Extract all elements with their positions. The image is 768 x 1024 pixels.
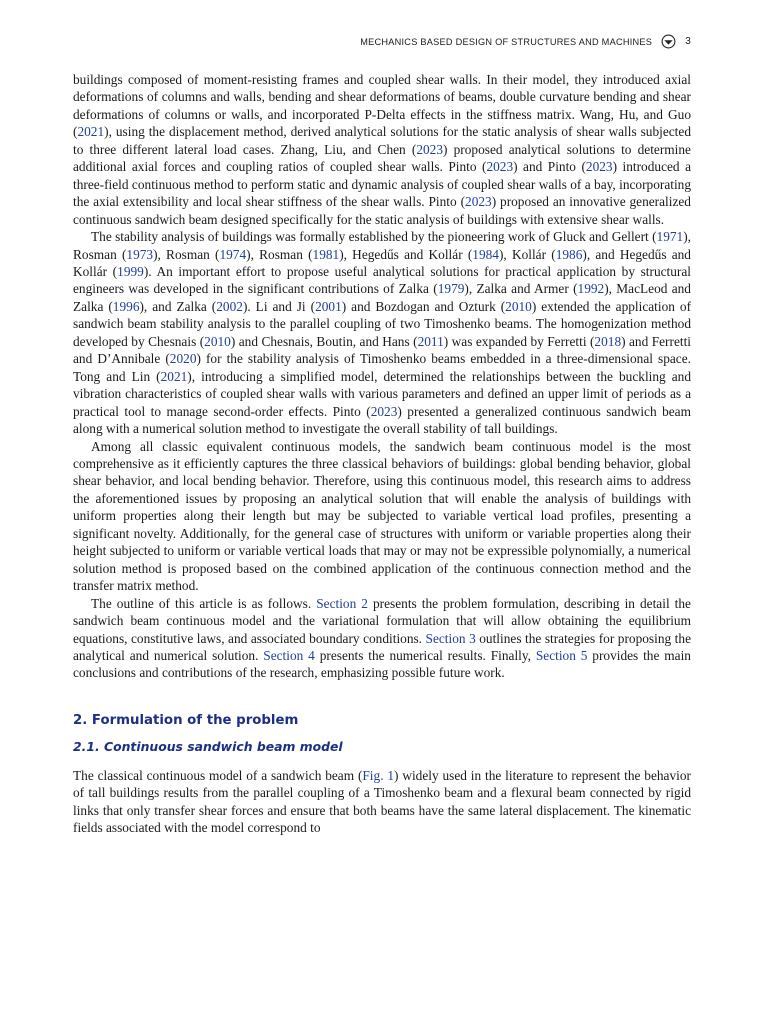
citation-link[interactable]: 1971 xyxy=(656,229,684,245)
crossmark-icon[interactable] xyxy=(661,34,676,49)
running-header xyxy=(360,34,691,49)
section-link[interactable]: Section 5 xyxy=(535,647,588,663)
paragraph-4: The outline of this article is as follows. Section 2 presents the problem formulation, describing in detail the sandwich beam continuous model and the variational formulation that will allow obtaining the equilibrium equations, constitutive laws, and associated boundary conditions. Section 3 outlines the strategies for proposing the analytical and numerical solution. Section 4 presents the numerical results. Finally, Section 5 provides the main conclusions and contributions of the research, emphasizing possible future work. xyxy=(73,595,691,681)
citation-link[interactable]: 2023 xyxy=(465,194,492,210)
section-link[interactable]: Section 2 xyxy=(316,595,368,611)
citation-link[interactable]: 1996 xyxy=(112,298,140,314)
citation-link[interactable]: 2010 xyxy=(505,298,532,314)
paragraph-3: Among all classic equivalent continuous models, the sandwich beam continuous model is the most comprehensive as it efficiently captures the three classical behaviors of buildings: global bending behavior, global shear behavior, and local bending behavior. Therefore, using this continuous model, this research aims to address the aforementioned issues by proposing an analytical solution that will enable the analysis of buildings with uniform properties along their length but may be subjected to variable vertical load profiles, presenting a significant novelty. Additionally, for the general case of structures with uniform or variable properties along their height subjected to uniform or variable vertical loads that may or may not be expressible polynomially, a numerical solution method is proposed based on the combined application of the continuous connection method and the transfer matrix method. xyxy=(73,438,691,594)
citation-link[interactable]: 1981 xyxy=(312,246,340,262)
figure-link[interactable]: Fig. 1 xyxy=(362,767,395,783)
page-number: 3 xyxy=(685,36,691,47)
citation-link[interactable]: 2023 xyxy=(585,159,613,175)
section-heading: 2. Formulation of the problem xyxy=(73,712,299,728)
citation-link[interactable]: 2023 xyxy=(486,159,514,175)
citation-link[interactable]: 2023 xyxy=(370,403,398,419)
citation-link[interactable]: 2021 xyxy=(160,368,188,384)
section-link[interactable]: Section 3 xyxy=(425,630,476,646)
subsection-heading: 2.1. Continuous sandwich beam model xyxy=(73,739,343,755)
citation-link[interactable]: 1992 xyxy=(577,281,605,297)
citation-link[interactable]: 1973 xyxy=(126,246,154,262)
citation-link[interactable]: 1974 xyxy=(219,246,247,262)
paragraph-2: The stability analysis of buildings was formally established by the pioneering work of Gluck and Gellert (1971), Rosman (1973), Rosman (1974), Rosman (1981), Hegedűs and Kollár (1984), Kollár (1986), and Hegedűs and Kollár (1999). An important effort to propose useful analytical solutions for practical application by structural engineers was developed in the significant contributions of Zalka (1979), Zalka and Armer (1992), MacLeod and Zalka (1996), and Zalka (2002). Li and Ji (2001) and Bozdogan and Ozturk (2010) extended the application of sandwich beam stability analysis to the parallel coupling of two Timoshenko beams. The homogenization method developed by Chesnais (2010) and Chesnais, Boutin, and Hans (2011) was expanded by Ferretti (2018) and Ferretti and D’Annibale (2020) for the stability analysis of Timoshenko beams embedded in a three-dimensional space. Tong and Lin (2021), introducing a simplified model, determined the relationships between the buckling and vibration characteristics of coupled shear walls with various parameters and defined an upper limit of periods as a practical tool to manage second-order effects. Pinto (2023) presented a generalized continuous sandwich beam along with a numerical solution method to investigate the overall stability of tall buildings. xyxy=(73,229,692,437)
citation-link[interactable]: 1984 xyxy=(472,246,499,262)
citation-link[interactable]: 2021 xyxy=(77,124,105,140)
section-link[interactable]: Section 4 xyxy=(263,647,315,663)
citation-link[interactable]: 1979 xyxy=(437,281,465,297)
article-body xyxy=(73,71,691,837)
citation-link[interactable]: 2011 xyxy=(417,333,444,349)
citation-link[interactable]: 2020 xyxy=(169,351,197,367)
citation-link[interactable]: 1999 xyxy=(117,263,144,279)
citation-link[interactable]: 2002 xyxy=(216,298,243,314)
citation-link[interactable]: 1986 xyxy=(555,246,583,262)
citation-link[interactable]: 2010 xyxy=(204,333,231,349)
citation-link[interactable]: 2023 xyxy=(416,141,444,157)
citation-link[interactable]: 2018 xyxy=(594,333,622,349)
paragraph-5: The classical continuous model of a sandwich beam (Fig. 1) widely used in the literature to represent the behavior of tall buildings results from the parallel coupling of a Timoshenko beam and a flexural beam connected by rigid links that only transfer shear forces and ensure that both beams have the same lateral displacement. The kinematic fields associated with the model correspond to xyxy=(73,767,691,836)
journal-title: MECHANICS BASED DESIGN OF STRUCTURES AND MACHINES xyxy=(360,36,653,47)
citation-link[interactable]: 2001 xyxy=(315,298,342,314)
paragraph-1: buildings composed of moment-resisting frames and coupled shear walls. In their model, they introduced axial deformations of columns and walls, bending and shear deformations of beams, double curvature bending and shear deformations of columns or walls, and incorporated P-Delta effects in the stiffness matrix. Wang, Hu, and Guo (2021), using the displacement method, derived analytical solutions for the static analysis of shear walls subjected to three different lateral load cases. Zhang, Liu, and Chen (2023) proposed analytical solutions to determine additional axial forces and coupling ratios of coupled shear walls. Pinto (2023) and Pinto (2023) introduced a three-field continuous method to perform static and dynamic analysis of coupled shear walls of a bay, incorporating the axial extensibility and local shear stiffness of the shear walls. Pinto (2023) proposed an innovative generalized continuous sandwich beam designed specifically for the static analysis of buildings with extensive shear walls. xyxy=(73,72,691,227)
